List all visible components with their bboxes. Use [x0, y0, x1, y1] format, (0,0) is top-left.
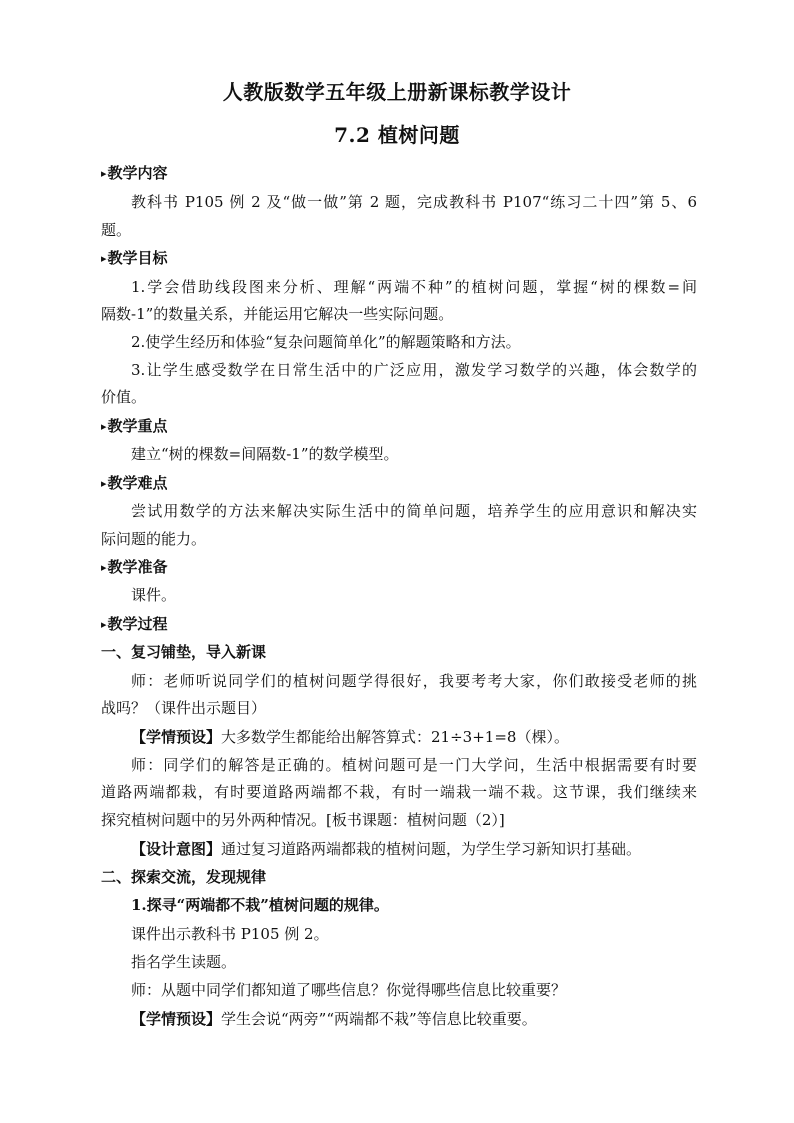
paragraph-line: 2.使学生经历和体验“复杂问题简单化”的解题策略和方法。 — [131, 333, 521, 351]
heading-teaching-content — [101, 163, 697, 184]
heading-teaching-process — [101, 614, 697, 635]
subsection-heading: 1.探寻“两端都不栽”植树问题的规律。 — [131, 896, 389, 914]
paragraph-line: 课件。 — [131, 586, 177, 604]
section-heading-1: 一、复习铺垫，导入新课 — [101, 643, 267, 661]
heading-difficult-points — [101, 473, 697, 494]
paragraph-line: 价值。 — [101, 388, 147, 406]
paragraph-line: 师：从题中同学们都知道了哪些信息？你觉得哪些信息比较重要？ — [131, 981, 567, 999]
annotation-tag: 【学情预设】 — [131, 1010, 222, 1028]
annotation-tag: 【设计意图】 — [131, 840, 222, 858]
heading-label: 教学准备 — [107, 558, 168, 576]
triangle-marker-icon: ▸ — [101, 477, 107, 490]
triangle-marker-icon: ▸ — [101, 618, 107, 631]
heading-label: 教学难点 — [107, 474, 168, 492]
heading-label: 教学内容 — [107, 164, 168, 182]
paragraph-line-annotated — [131, 727, 697, 747]
paragraph-line: 师：老师听说同学们的植树问题学得很好，我要考考大家，你们敢接受老师的挑 — [131, 672, 697, 690]
heading-key-points — [101, 416, 697, 437]
annotation-text: 大多数学生都能给出解答算式：21÷3+1=8（棵）。 — [221, 728, 569, 746]
paragraph-line: 际问题的能力。 — [101, 530, 207, 548]
paragraph-line: 尝试用数学的方法来解决实际生活中的简单问题，培养学生的应用意识和解决实 — [131, 502, 697, 520]
annotation-tag: 【学情预设】 — [131, 728, 222, 746]
paragraph-line: 道路两端都栽，有时要道路两端都不栽，有时一端栽一端不栽。这节课，我们继续来 — [101, 783, 697, 801]
paragraph-line: 课件出示教科书 P105 例 2。 — [131, 925, 329, 943]
paragraph-line: 指名学生读题。 — [131, 953, 237, 971]
paragraph-line: 教科书 P105 例 2 及“做一做”第 2 题，完成教科书 P107“练习二十四”第 5、6 — [131, 193, 697, 211]
heading-preparation — [101, 557, 697, 578]
paragraph-line: 战吗？（课件出示题目） — [101, 699, 267, 717]
triangle-marker-icon: ▸ — [101, 561, 107, 574]
triangle-marker-icon: ▸ — [101, 167, 107, 180]
paragraph-line-annotated — [131, 1009, 697, 1029]
document-title: 人教版数学五年级上册新课标教学设计 — [222, 80, 572, 104]
paragraph-line: 3.让学生感受数学在日常生活中的广泛应用，激发学习数学的兴趣，体会数学的 — [131, 361, 697, 379]
paragraph-line: 1.学会借助线段图来分析、理解“两端不种”的植树问题，掌握“树的棵数=间 — [131, 278, 697, 296]
document-subtitle: 7.2 植树问题 — [334, 123, 460, 147]
paragraph-line: 建立“树的棵数=间隔数-1”的数学模型。 — [131, 445, 399, 463]
paragraph-line-annotated — [131, 839, 697, 859]
heading-teaching-goals — [101, 248, 697, 269]
heading-label: 教学重点 — [107, 417, 168, 435]
paragraph-line: 隔数-1”的数量关系，并能运用它解决一些实际问题。 — [101, 305, 454, 323]
heading-label: 教学过程 — [107, 615, 168, 633]
paragraph-line: 题。 — [101, 221, 132, 239]
triangle-marker-icon: ▸ — [101, 252, 107, 265]
heading-label: 教学目标 — [107, 249, 168, 267]
triangle-marker-icon: ▸ — [101, 420, 107, 433]
paragraph-line: 师：同学们的解答是正确的。植树问题可是一门大学问，生活中根据需要有时要 — [131, 756, 697, 774]
section-heading-2: 二、探索交流，发现规律 — [101, 868, 267, 886]
annotation-text: 学生会说“两旁”“两端都不栽”等信息比较重要。 — [221, 1010, 537, 1028]
paragraph-line: 探究植树问题中的另外两种情况。[板书课题：植树问题（2）] — [101, 811, 505, 829]
annotation-text: 通过复习道路两端都栽的植树问题，为学生学习新知识打基础。 — [221, 840, 642, 858]
